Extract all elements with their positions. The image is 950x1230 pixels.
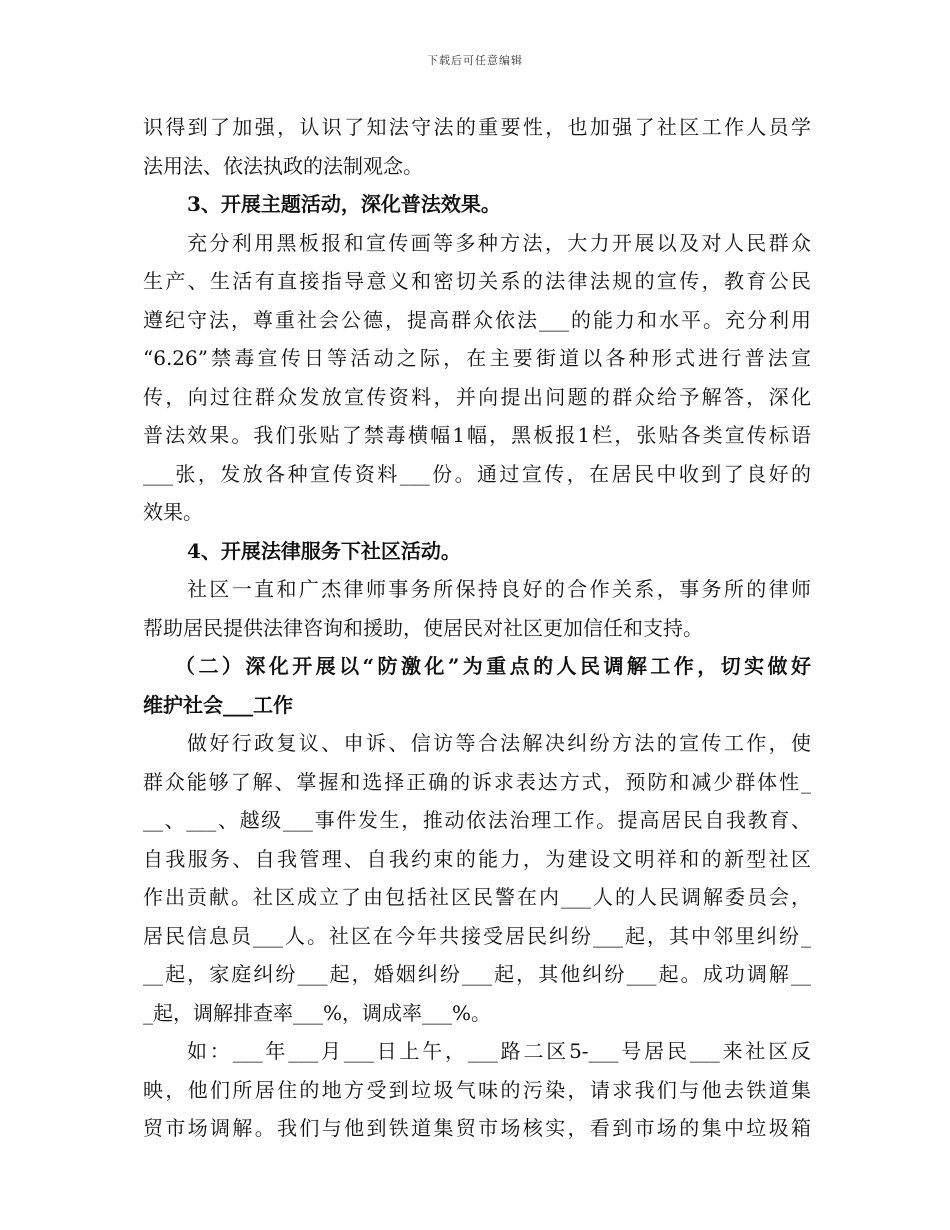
paragraph-line: 生产、生活有直接指导意义和密切关系的法律法规的宣传，教育公民 xyxy=(143,269,811,293)
section-heading-2: （二）深化开展以“防激化”为重点的人民调解工作，切实做好 xyxy=(175,654,811,678)
paragraph-line: 居民信息员___人。社区在今年共接受居民纠纷___起，其中邻里纠纷_ xyxy=(143,923,811,948)
paragraph-line: __起，家庭纠纷___起，婚姻纠纷___起，其他纠纷___起。成功调解__ xyxy=(143,962,811,986)
section-heading-2-continued: 维护社会___工作 xyxy=(143,692,293,717)
page-header: 下载后可任意编辑 xyxy=(427,54,523,67)
paragraph-line: 识得到了加强，认识了知法守法的重要性，也加强了社区工作人员学 xyxy=(143,115,811,139)
paragraph-line: 效果。 xyxy=(143,500,203,524)
document-body xyxy=(143,108,811,1148)
paragraph-line: 遵纪守法，尊重社会公德，提高群众依法___的能力和水平。充分利用 xyxy=(143,307,811,332)
section-heading-4: 4、开展法律服务下社区活动。 xyxy=(187,538,461,563)
paragraph-line: 普法效果。我们张贴了禁毒横幅1幅，黑板报1栏，张贴各类宣传标语 xyxy=(143,423,811,447)
paragraph-line: _起，调解排查率___%，调成率___%。 xyxy=(143,1000,492,1025)
paragraph-line: 法用法、依法执政的法制观念。 xyxy=(143,153,423,178)
section-heading-3: 3、开展主题活动，深化普法效果。 xyxy=(187,192,501,216)
paragraph-line: 贸市场调解。我们与他到铁道集贸市场核实，看到市场的集中垃圾箱 xyxy=(143,1116,811,1140)
paragraph-line: 做好行政复议、申诉、信访等合法解决纠纷方法的宣传工作，使 xyxy=(187,731,811,755)
paragraph-line: 如：___年___月___日上午，___路二区5-___号居民___来社区反 xyxy=(187,1039,811,1063)
paragraph-line: “6.26”禁毒宣传日等活动之际，在主要街道以各种形式进行普法宣 xyxy=(143,346,811,370)
paragraph-line: 社区一直和广杰律师事务所保持良好的合作关系，事务所的律师 xyxy=(187,577,811,601)
paragraph-line: 群众能够了解、掌握和选择正确的诉求表达方式，预防和减少群体性_ xyxy=(143,769,811,794)
paragraph-line: 传，向过往群众发放宣传资料，并向提出问题的群众给予解答，深化 xyxy=(143,384,811,409)
paragraph-line: 作出贡献。社区成立了由包括社区民警在内___人的人民调解委员会， xyxy=(143,885,811,909)
paragraph-line: 充分利用黑板报和宣传画等多种方法，大力开展以及对人民群众 xyxy=(187,230,811,255)
paragraph-line: __、___、越级___事件发生，推动依法治理工作。提高居民自我教育、 xyxy=(143,808,811,832)
paragraph-line: 映，他们所居住的地方受到垃圾气味的污染，请求我们与他去铁道集 xyxy=(143,1077,811,1102)
paragraph-line: ___张，发放各种宣传资料___份。通过宣传，在居民中收到了良好的 xyxy=(143,461,811,486)
paragraph-line: 自我服务、自我管理、自我约束的能力，为建设文明祥和的新型社区 xyxy=(143,846,811,871)
paragraph-line: 帮助居民提供法律咨询和援助，使居民对社区更加信任和支持。 xyxy=(143,615,703,640)
